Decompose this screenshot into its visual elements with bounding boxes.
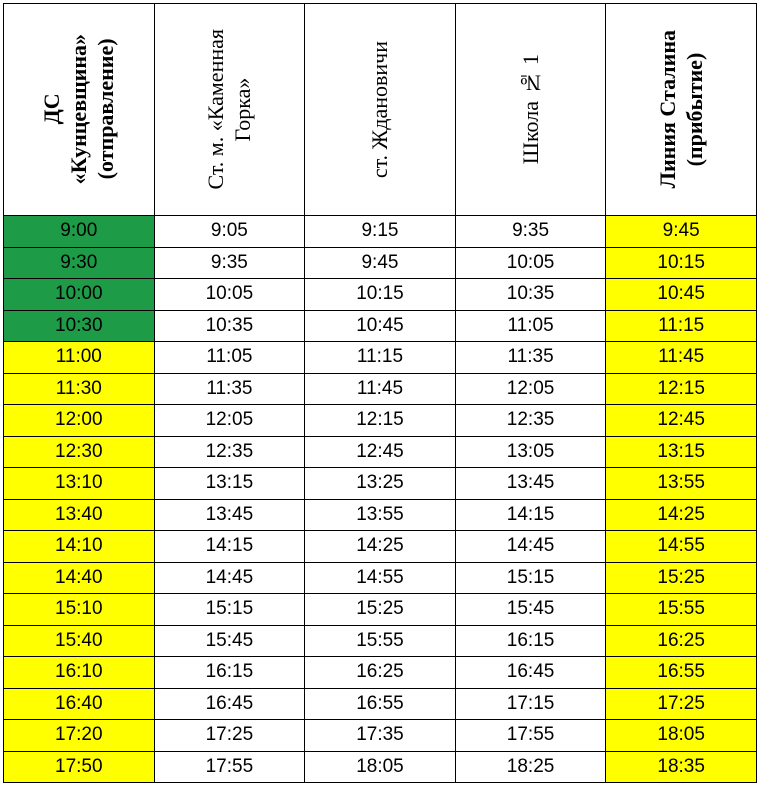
time-cell: 9:30 — [4, 247, 155, 279]
time-cell: 11:15 — [606, 310, 757, 342]
schedule-header — [4, 4, 757, 216]
table-row — [4, 531, 757, 563]
header-school-1 — [455, 4, 606, 216]
time-cell: 14:15 — [154, 531, 305, 563]
time-cell: 15:55 — [305, 625, 456, 657]
time-cell: 15:45 — [154, 625, 305, 657]
table-row — [4, 216, 757, 248]
header-arrival-stalin-line — [606, 4, 757, 216]
header-label: Школа № 1 — [518, 54, 544, 165]
time-cell: 9:45 — [606, 216, 757, 248]
time-cell: 13:40 — [4, 499, 155, 531]
time-cell: 14:55 — [606, 531, 757, 563]
time-cell: 12:35 — [455, 405, 606, 437]
time-cell: 12:00 — [4, 405, 155, 437]
table-row — [4, 625, 757, 657]
time-cell: 16:45 — [154, 688, 305, 720]
time-cell: 13:15 — [154, 468, 305, 500]
time-cell: 11:35 — [455, 342, 606, 374]
time-cell: 14:15 — [455, 499, 606, 531]
header-label: Линия Сталина (прибытие) — [655, 30, 708, 189]
time-cell: 12:30 — [4, 436, 155, 468]
time-cell: 17:35 — [305, 720, 456, 752]
time-cell: 14:10 — [4, 531, 155, 563]
time-cell: 9:35 — [154, 247, 305, 279]
table-row — [4, 310, 757, 342]
time-cell: 12:15 — [305, 405, 456, 437]
time-cell: 9:05 — [154, 216, 305, 248]
table-row — [4, 342, 757, 374]
time-cell: 14:25 — [305, 531, 456, 563]
time-cell: 10:05 — [154, 279, 305, 311]
header-kamennaya-gorka — [154, 4, 305, 216]
time-cell: 18:35 — [606, 751, 757, 783]
time-cell: 17:20 — [4, 720, 155, 752]
time-cell: 13:55 — [606, 468, 757, 500]
time-cell: 16:55 — [606, 657, 757, 689]
time-cell: 16:25 — [305, 657, 456, 689]
time-cell: 13:05 — [455, 436, 606, 468]
time-cell: 12:05 — [154, 405, 305, 437]
time-cell: 10:35 — [455, 279, 606, 311]
time-cell: 10:45 — [606, 279, 757, 311]
time-cell: 10:15 — [305, 279, 456, 311]
table-row — [4, 499, 757, 531]
time-cell: 13:45 — [154, 499, 305, 531]
time-cell: 18:05 — [305, 751, 456, 783]
time-cell: 17:25 — [606, 688, 757, 720]
time-cell: 10:35 — [154, 310, 305, 342]
table-row — [4, 594, 757, 626]
time-cell: 16:15 — [154, 657, 305, 689]
time-cell: 18:25 — [455, 751, 606, 783]
table-row — [4, 468, 757, 500]
time-cell: 14:55 — [305, 562, 456, 594]
time-cell: 14:45 — [455, 531, 606, 563]
schedule-table — [3, 3, 757, 783]
time-cell: 11:00 — [4, 342, 155, 374]
header-label: ДС «Кунцевщина» (отправление) — [39, 34, 119, 185]
table-row — [4, 720, 757, 752]
time-cell: 12:45 — [606, 405, 757, 437]
time-cell: 17:25 — [154, 720, 305, 752]
time-cell: 13:45 — [455, 468, 606, 500]
time-cell: 9:45 — [305, 247, 456, 279]
time-cell: 11:45 — [305, 373, 456, 405]
time-cell: 16:25 — [606, 625, 757, 657]
header-label: Ст. м. «Каменная Горка» — [203, 29, 256, 190]
time-cell: 12:45 — [305, 436, 456, 468]
time-cell: 9:15 — [305, 216, 456, 248]
time-cell: 13:15 — [606, 436, 757, 468]
time-cell: 15:45 — [455, 594, 606, 626]
time-cell: 11:05 — [455, 310, 606, 342]
time-cell: 12:05 — [455, 373, 606, 405]
time-cell: 17:15 — [455, 688, 606, 720]
time-cell: 15:25 — [606, 562, 757, 594]
time-cell: 13:55 — [305, 499, 456, 531]
table-row — [4, 405, 757, 437]
header-label: ст. Ждановичи — [367, 40, 393, 179]
time-cell: 11:45 — [606, 342, 757, 374]
time-cell: 16:55 — [305, 688, 456, 720]
time-cell: 10:00 — [4, 279, 155, 311]
time-cell: 17:55 — [455, 720, 606, 752]
time-cell: 15:55 — [606, 594, 757, 626]
time-cell: 11:15 — [305, 342, 456, 374]
table-row — [4, 247, 757, 279]
time-cell: 14:40 — [4, 562, 155, 594]
time-cell: 12:15 — [606, 373, 757, 405]
time-cell: 14:45 — [154, 562, 305, 594]
table-row — [4, 657, 757, 689]
table-row — [4, 688, 757, 720]
header-row — [4, 4, 757, 216]
time-cell: 11:35 — [154, 373, 305, 405]
table-row — [4, 279, 757, 311]
schedule-body — [4, 216, 757, 783]
time-cell: 14:25 — [606, 499, 757, 531]
time-cell: 18:05 — [606, 720, 757, 752]
time-cell: 17:50 — [4, 751, 155, 783]
header-departure-kuntsevshchina — [4, 4, 155, 216]
table-row — [4, 436, 757, 468]
time-cell: 11:30 — [4, 373, 155, 405]
table-row — [4, 562, 757, 594]
time-cell: 13:10 — [4, 468, 155, 500]
time-cell: 10:15 — [606, 247, 757, 279]
time-cell: 15:40 — [4, 625, 155, 657]
time-cell: 15:10 — [4, 594, 155, 626]
time-cell: 16:40 — [4, 688, 155, 720]
time-cell: 16:45 — [455, 657, 606, 689]
time-cell: 10:05 — [455, 247, 606, 279]
time-cell: 15:15 — [154, 594, 305, 626]
time-cell: 13:25 — [305, 468, 456, 500]
time-cell: 16:10 — [4, 657, 155, 689]
time-cell: 12:35 — [154, 436, 305, 468]
time-cell: 10:45 — [305, 310, 456, 342]
time-cell: 10:30 — [4, 310, 155, 342]
time-cell: 9:35 — [455, 216, 606, 248]
time-cell: 15:15 — [455, 562, 606, 594]
time-cell: 9:00 — [4, 216, 155, 248]
header-zhdanovichi — [305, 4, 456, 216]
time-cell: 17:55 — [154, 751, 305, 783]
table-row — [4, 373, 757, 405]
table-row — [4, 751, 757, 783]
time-cell: 11:05 — [154, 342, 305, 374]
time-cell: 15:25 — [305, 594, 456, 626]
time-cell: 16:15 — [455, 625, 606, 657]
